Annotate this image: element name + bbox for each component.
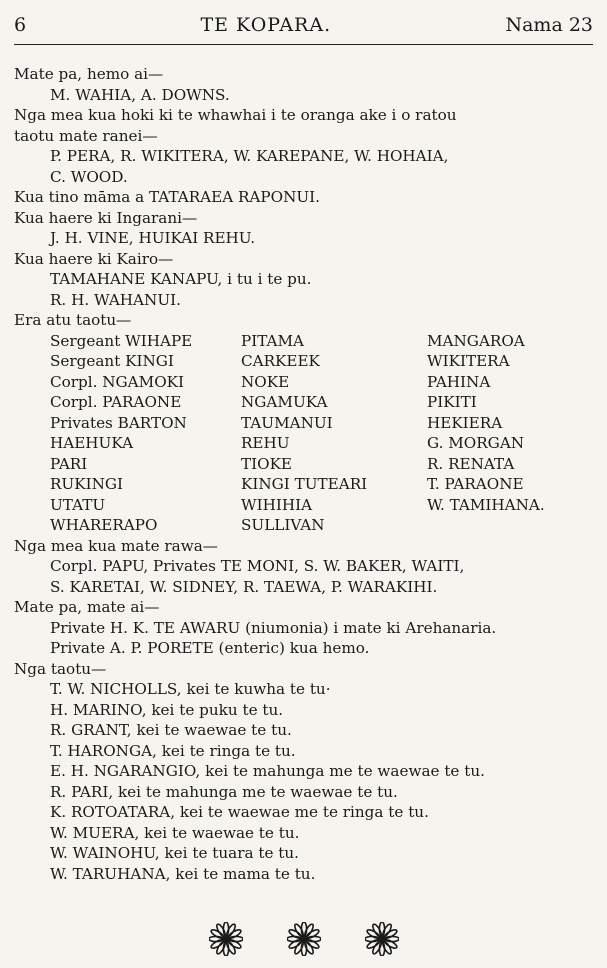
name-line: H. MARINO, kei te puku te tu. <box>50 700 284 719</box>
section-heading: Nga mea kua hoki ki te whawhai i te oranga ake i o ratou <box>14 106 457 124</box>
name-line: P. PERA, R. WIKITERA, W. KAREPANE, W. HOHAIA, <box>50 147 449 165</box>
flower-ornament-icon <box>287 922 321 956</box>
roster-cell: TAUMANUI <box>241 413 333 432</box>
sections-after <box>14 536 595 885</box>
name-line: TAMAHANE KANAPU, i tu i te pu. <box>50 270 312 288</box>
section-heading: Mate pa, hemo ai— <box>14 65 164 83</box>
roster-cell: UTATU <box>50 495 106 514</box>
roster-cell: PARI <box>50 454 88 473</box>
page-number: 6 <box>14 14 27 36</box>
section-heading: taotu mate ranei— <box>14 126 158 145</box>
name-line: J. H. VINE, HUIKAI REHU. <box>50 229 256 247</box>
section-heading: Kua haere ki Ingarani— <box>14 208 198 227</box>
name-line: C. WOOD. <box>50 167 128 186</box>
section-heading: Nga mea kua mate rawa— <box>14 536 218 555</box>
name-line: W. MUERA, kei te waewae te tu. <box>50 823 300 842</box>
roster-cell: SULLIVAN <box>241 516 325 534</box>
name-line: R. GRANT, kei te waewae te tu. <box>50 721 292 739</box>
name-line: Private H. K. TE AWARU (niumonia) i mate ki Arehanaria. <box>50 618 497 637</box>
roster-cell: Privates BARTON <box>50 413 187 432</box>
roster-cell: CARKEEK <box>241 352 320 370</box>
roster-cell: RUKINGI <box>50 475 124 493</box>
roster-cell: Sergeant WIHAPE <box>50 331 193 350</box>
name-line: Private A. P. PORETE (enteric) kua hemo. <box>50 639 370 657</box>
name-line: W. WAINOHU, kei te tuara te tu. <box>50 844 299 862</box>
flower-ornament-icon <box>365 922 399 956</box>
roster-cell: TIOKE <box>241 454 293 473</box>
name-line: E. H. NGARANGIO, kei te mahunga me te waewae te tu. <box>50 762 485 780</box>
roster-cell: WHARERAPO <box>50 516 158 534</box>
article-body <box>14 64 595 884</box>
roster-cell: REHU <box>241 434 290 452</box>
name-line: M. WAHIA, A. DOWNS. <box>50 85 230 104</box>
ornament-row <box>0 922 607 956</box>
roster-heading: Era atu taotu— <box>14 311 132 329</box>
section-heading: Kua tino māma a TATARAEA RAPONUI. <box>14 188 320 206</box>
roster-cell: G. MORGAN <box>427 434 525 452</box>
name-line: S. KARETAI, W. SIDNEY, R. TAEWA, P. WARAKIHI. <box>50 577 438 596</box>
roster-cell: HAEHUKA <box>50 434 134 452</box>
name-line: W. TARUHANA, kei te mama te tu. <box>50 864 316 883</box>
roster-cell: R. RENATA <box>427 454 515 473</box>
roster-cell: W. TAMIHANA. <box>427 495 545 514</box>
name-line: T. HARONGA, kei te ringa te tu. <box>50 741 296 760</box>
roster-cell: WIHIHIA <box>241 495 313 514</box>
roster-cell: PIKITI <box>427 393 477 411</box>
issue-number: Nama 23 <box>505 14 593 36</box>
roster-cell <box>427 515 587 536</box>
publication-title: TE KOPARA. <box>200 14 332 36</box>
roster-cell: PITAMA <box>241 331 305 350</box>
roster-cell: Sergeant KINGI <box>50 352 174 370</box>
section-heading: Kua haere ki Kairo— <box>14 249 174 268</box>
section-heading: Mate pa, mate ai— <box>14 598 160 616</box>
name-line: Corpl. PAPU, Privates TE MONI, S. W. BAKER, WAITI, <box>50 557 465 575</box>
roster-cell: NGAMUKA <box>241 393 328 411</box>
name-line: R. PARI, kei te mahunga me te waewae te tu. <box>50 782 398 801</box>
roster-cell: Corpl. PARAONE <box>50 393 182 411</box>
roster-cell: NOKE <box>241 372 290 391</box>
roster-cell: HEKIERA <box>427 413 503 432</box>
flower-ornament-icon <box>209 922 243 956</box>
page-header <box>14 14 593 45</box>
sections-before <box>14 64 595 310</box>
name-line: T. W. NICHOLLS, kei te kuwha te tu· <box>50 680 331 698</box>
name-line: K. ROTOATARA, kei te waewae me te ringa te tu. <box>50 803 429 821</box>
roster-cell: Corpl. NGAMOKI <box>50 372 184 391</box>
roster-cell: T. PARAONE <box>427 475 524 493</box>
name-line: R. H. WAHANUI. <box>50 290 181 309</box>
roster-cell: KINGI TUTEARI <box>241 475 368 493</box>
roster-cell: WIKITERA <box>427 352 510 370</box>
roster-cell: PAHINA <box>427 372 491 391</box>
roster-cell: MANGAROA <box>427 331 525 350</box>
wounded-roster <box>14 331 595 536</box>
section-heading: Nga taotu— <box>14 659 107 678</box>
